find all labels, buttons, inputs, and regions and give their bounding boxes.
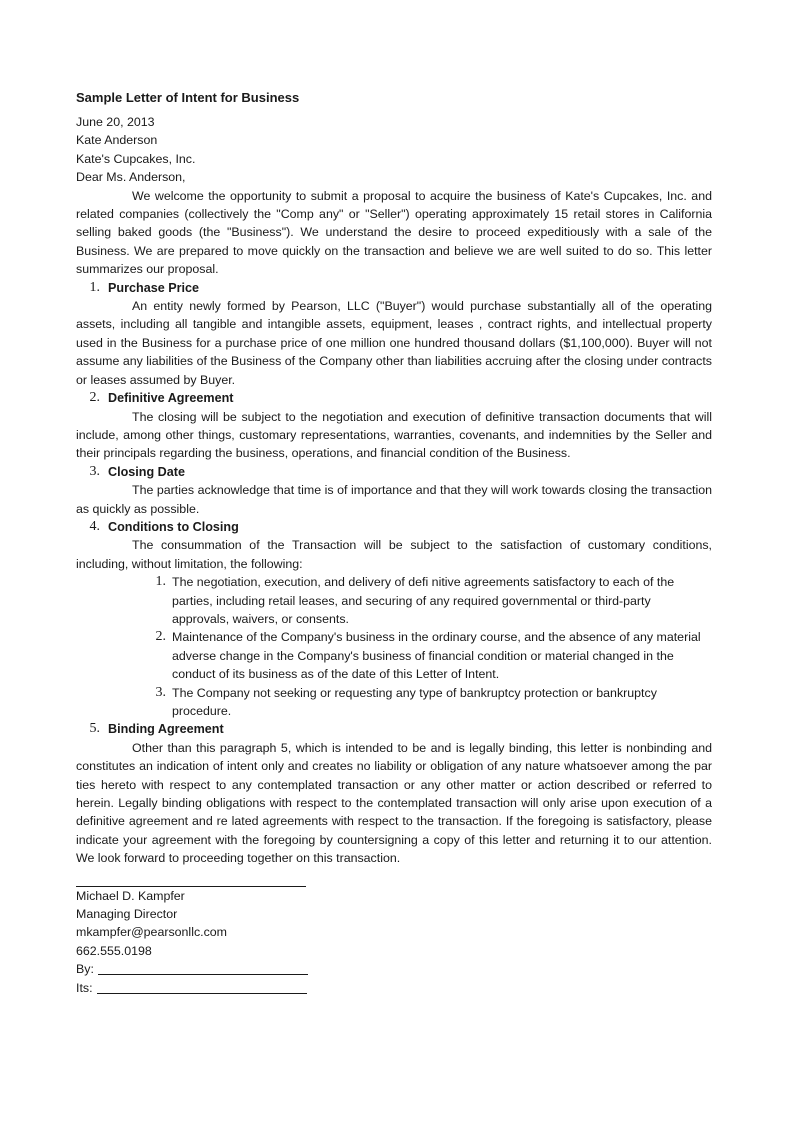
signer-position: Managing Director — [76, 907, 178, 922]
signer-name: Michael D. Kampfer — [76, 888, 185, 903]
list-item-text: The Company not seeking or requesting any type of bankruptcy protection or bankruptcy procedure. — [172, 685, 657, 718]
its-label: Its: — [76, 980, 93, 995]
salutation: Dear Ms. Anderson, — [76, 170, 186, 185]
section-body: An entity newly formed by Pearson, LLC ("Buyer") would purchase substantially all of the operating assets, including all tangible and intangible assets, equipment, leases , contract rights, and intellectual property used in the Business for a purchase price of one million one hundred thousand dollars ($1,100,000). Buyer will not assume any liabilities of the Business of the Company other than liabilities accruing after the closing under contracts or leases assumed by Buyer. — [76, 299, 712, 387]
intro-paragraph: We welcome the opportunity to submit a proposal to acquire the business of Kate's Cupcakes, Inc. and related companies (collectively the "Comp any" or "Seller") operating approximately 15 retail stores in California selling baked goods (the "Business"). We understand the desire to proceed expeditiously with a sale of the Business. We are prepared to move quickly on the transaction and believe we are well suited to do so. This letter summarizes our proposal. — [76, 188, 712, 277]
section-heading — [76, 720, 712, 738]
list-item-text: The negotiation, execution, and delivery of defi nitive agreements satisfactory to each of the parties, including retail leases, and securing of any required governmental or third-party approvals, waivers, or consents. — [172, 575, 675, 626]
list-item — [76, 573, 712, 628]
signer-email: mkampfer@pearsonllc.com — [76, 925, 227, 940]
its-blank-line — [97, 979, 307, 994]
section-heading — [76, 279, 712, 297]
list-item-number: 2 . — [76, 628, 166, 683]
signature-line — [76, 868, 306, 887]
section-heading — [76, 463, 712, 481]
letter-date: June 20, 2013 — [76, 115, 155, 129]
section-number: 1 . — [76, 279, 100, 297]
section-number: 4 . — [76, 518, 100, 536]
section-body: Other than this paragraph 5, which is intended to be and is legally binding, this letter is nonbinding and constitutes an indication of intent only and creates no liability or obligation of any nature whatsoever among the par ties hereto with respect to any contemplated transaction or any other matter or action described or referred to herein. Legally binding obligations with respect to the contemplated transaction will only arise upon execution of a definitive agreement and re lated agreements with respect to the transaction. If the foregoing is satisfactory, please indicate your agreement with the foregoing by countersigning a copy of this letter and returning it to our attention. We look forward to proceeding together on this transaction. — [76, 740, 712, 866]
section-title: Closing Date — [108, 464, 185, 479]
section-body: The parties acknowledge that time is of importance and that they will work towards closing the transaction as quickly as possible. — [76, 483, 712, 516]
recipient-name: Kate Anderson — [76, 133, 158, 148]
letter-title: Sample Letter of Intent for Business — [76, 90, 300, 105]
list-item-text: Maintenance of the Company's business in the ordinary course, and the absence of any material adverse change in the Company's business of financial condition or material changed in the conduct of its business as of the date of this Letter of Intent. — [172, 630, 701, 682]
by-field — [76, 960, 712, 978]
section-number: 3 . — [76, 463, 100, 481]
signer-phone: 662.555.0198 — [76, 943, 152, 958]
its-field — [76, 979, 712, 997]
list-item-number: 1 . — [76, 573, 166, 628]
section-title: Purchase Price — [108, 280, 200, 295]
list-item — [76, 628, 712, 683]
list-item-number: 3 . — [76, 684, 166, 721]
by-label: By: — [76, 962, 94, 977]
by-blank-line — [98, 960, 308, 975]
section-title: Definitive Agreement — [108, 391, 234, 406]
conditions-list — [76, 573, 712, 720]
recipient-company: Kate's Cupcakes, Inc. — [76, 151, 196, 166]
list-item — [76, 684, 712, 721]
section-title: Conditions to Closing — [108, 519, 239, 534]
section-number: 2 . — [76, 389, 100, 407]
section-number: 5 . — [76, 720, 100, 738]
letter-page — [76, 89, 712, 997]
section-heading — [76, 518, 712, 536]
section-heading — [76, 389, 712, 407]
section-title: Binding Agreement — [108, 722, 224, 737]
section-body: The closing will be subject to the negotiation and execution of definitive transaction documents that will include, among other things, customary representations, warranties, covenants, and indemnities by the Seller and their principals regarding the business, operations, and financial condition of the Business. — [76, 409, 712, 461]
section-body: The consummation of the Transaction will be subject to the satisfaction of customary conditions, including, without limitation, the following: — [76, 538, 712, 571]
